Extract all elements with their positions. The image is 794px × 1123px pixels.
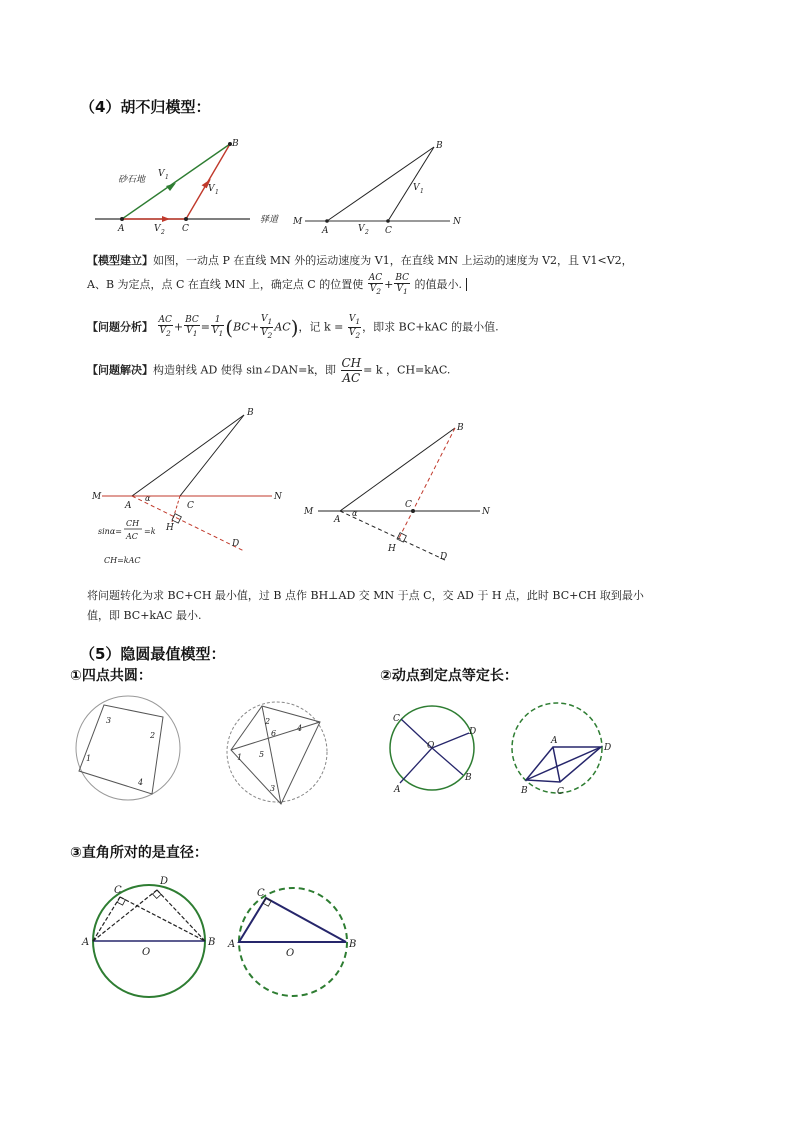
analysis-line: 【问题分析】 $\frac{AC}{V_2}$ + $\frac{BC}{V_1}$ = $\frac{1}{V_1}$ (BC+ $\frac{V_1}{V_2}$ AC)，记 k = $\frac{V_1}{V_2}$ ，即求 BC+kAC 的最小值. (87, 314, 499, 340)
svg-text:2: 2 (365, 229, 369, 236)
fig1-road-label: 驿道 (260, 215, 279, 225)
figure-hubugui-road (90, 130, 290, 240)
fig2-v1-label: V (413, 183, 420, 193)
fig4-label-h: H (388, 544, 396, 554)
fig7-label-d: D (469, 727, 477, 737)
fig1-v2-label: V (154, 224, 161, 234)
fig3-sin-label: sinα= (98, 527, 122, 536)
solve-line: 【问题解决】构造射线 AD 使得 sin∠DAN=k，即 $\frac{CH}{AC}$ = k ，CH=kAC. (87, 356, 451, 385)
conclusion-line-2: 值，即 BC+kAC 最小. (87, 609, 202, 622)
fig8-label-a: A (551, 736, 558, 746)
fig4-label-d: D (440, 552, 448, 562)
fig3-label-a: A (125, 501, 132, 511)
fig10-label-c: C (257, 888, 265, 899)
fig10-label-o: O (286, 948, 295, 959)
fig5-angle-2: 2 (150, 731, 156, 740)
fig3-label-m: M (92, 492, 102, 502)
subsection-diameter: ③直角所对的是直径： (70, 845, 208, 861)
fig4-label-n: N (482, 507, 490, 517)
fig10-label-a: A (228, 939, 236, 950)
fig10-label-b: B (349, 939, 357, 950)
fig2-label-c: C (385, 226, 392, 236)
fig1-label-b: B (232, 139, 239, 149)
fig6-angle-6: 6 (271, 729, 277, 738)
svg-text:CH: CH (126, 519, 140, 528)
fig3-label-n: N (274, 492, 282, 502)
fig3-alpha: α (145, 494, 151, 503)
fig7-label-a: A (394, 785, 401, 795)
conclusion-line-1: 将问题转化为求 BC+CH 最小值，过 B 点作 BH⊥AD 交 MN 于点 C，交 AD 于 H 点，此时 BC+CH 取到最小 (87, 589, 644, 602)
svg-text:1: 1 (420, 188, 424, 195)
section-4-title: （4）胡不归模型： (80, 98, 211, 116)
fig8-label-c: C (557, 787, 564, 797)
fig4-label-m: M (304, 507, 314, 517)
fig7-label-o: O (427, 741, 435, 751)
fig1-label-c: C (182, 224, 189, 234)
fig9-label-o: O (142, 947, 151, 958)
svg-text:2: 2 (161, 229, 165, 236)
fig6-angle-3: 3 (270, 784, 276, 793)
fig1-v1-upper: V (158, 169, 165, 179)
fig4-alpha: α (352, 509, 358, 518)
fig8-label-b: B (521, 786, 528, 796)
fig1-label-a: A (118, 224, 125, 234)
fig1-v1-label: V (208, 184, 215, 194)
fig6-angle-4: 4 (297, 724, 303, 733)
svg-text:1: 1 (165, 174, 169, 181)
fig5-angle-1: 1 (86, 754, 92, 763)
fig4-label-b: B (457, 423, 464, 433)
svg-text:1: 1 (215, 189, 219, 196)
fig4-label-c: C (405, 500, 412, 510)
figure-perpendicular-bh (300, 418, 495, 568)
fig6-angle-5: 5 (259, 750, 265, 759)
subsection-equal-distance: ②动点到定点等定长： (380, 668, 518, 684)
fig3-label-c: C (187, 501, 194, 511)
model-line-2: A、B 为定点，点 C 在直线 MN 上，确定点 C 的位置使 $\frac{AC}{V_2}$ + $\frac{BC}{V_1}$ 的值最小. (87, 273, 467, 297)
fig6-angle-1: 1 (237, 753, 243, 762)
fig9-label-b: B (208, 937, 216, 948)
fig2-label-n: N (453, 217, 461, 227)
figure-cyclic-angles (225, 700, 335, 810)
fig2-label-m: M (293, 217, 303, 227)
fig9-label-d: D (160, 876, 169, 887)
section-5-title: （5）隐圆最值模型： (80, 645, 226, 663)
fig9-label-c: C (114, 885, 122, 896)
fig5-angle-4: 4 (138, 778, 144, 787)
figure-radii-circle (385, 700, 485, 800)
figure-right-angle-diameter-2 (228, 880, 363, 1000)
fig1-gravel-label: 砂石地 (118, 175, 146, 185)
fig3-ch-kac: CH=kAC (104, 556, 141, 565)
figure-hubugui-mn (290, 135, 480, 240)
fig3-label-d: D (232, 539, 240, 549)
fig3-label-h: H (166, 523, 174, 533)
fig3-label-b: B (247, 408, 254, 418)
svg-text:AC: AC (126, 532, 138, 541)
fig2-label-a: A (322, 226, 329, 236)
fig8-label-d: D (604, 743, 612, 753)
fig7-label-c: C (393, 714, 400, 724)
fig4-label-a: A (334, 515, 341, 525)
fig2-v2-label: V (358, 224, 365, 234)
fig2-label-b: B (436, 141, 443, 151)
figure-construct-ad (92, 405, 292, 570)
fig6-angle-2: 2 (265, 717, 271, 726)
figure-dashed-circle-triangle (508, 700, 628, 810)
fig5-angle-3: 3 (106, 716, 112, 725)
fig7-label-b: B (465, 773, 472, 783)
svg-text:=k: =k (144, 527, 156, 536)
figure-right-angle-diameter-1 (82, 873, 217, 993)
figure-cyclic-quad (70, 693, 190, 808)
subsection-concyclic: ①四点共圆： (70, 668, 152, 684)
model-line-1: 【模型建立】如图，一动点 P 在直线 MN 外的运动速度为 V1，在直线 MN 上运动的速度为 V2，且 V1<V2， (87, 254, 633, 267)
fig9-label-a: A (82, 937, 90, 948)
